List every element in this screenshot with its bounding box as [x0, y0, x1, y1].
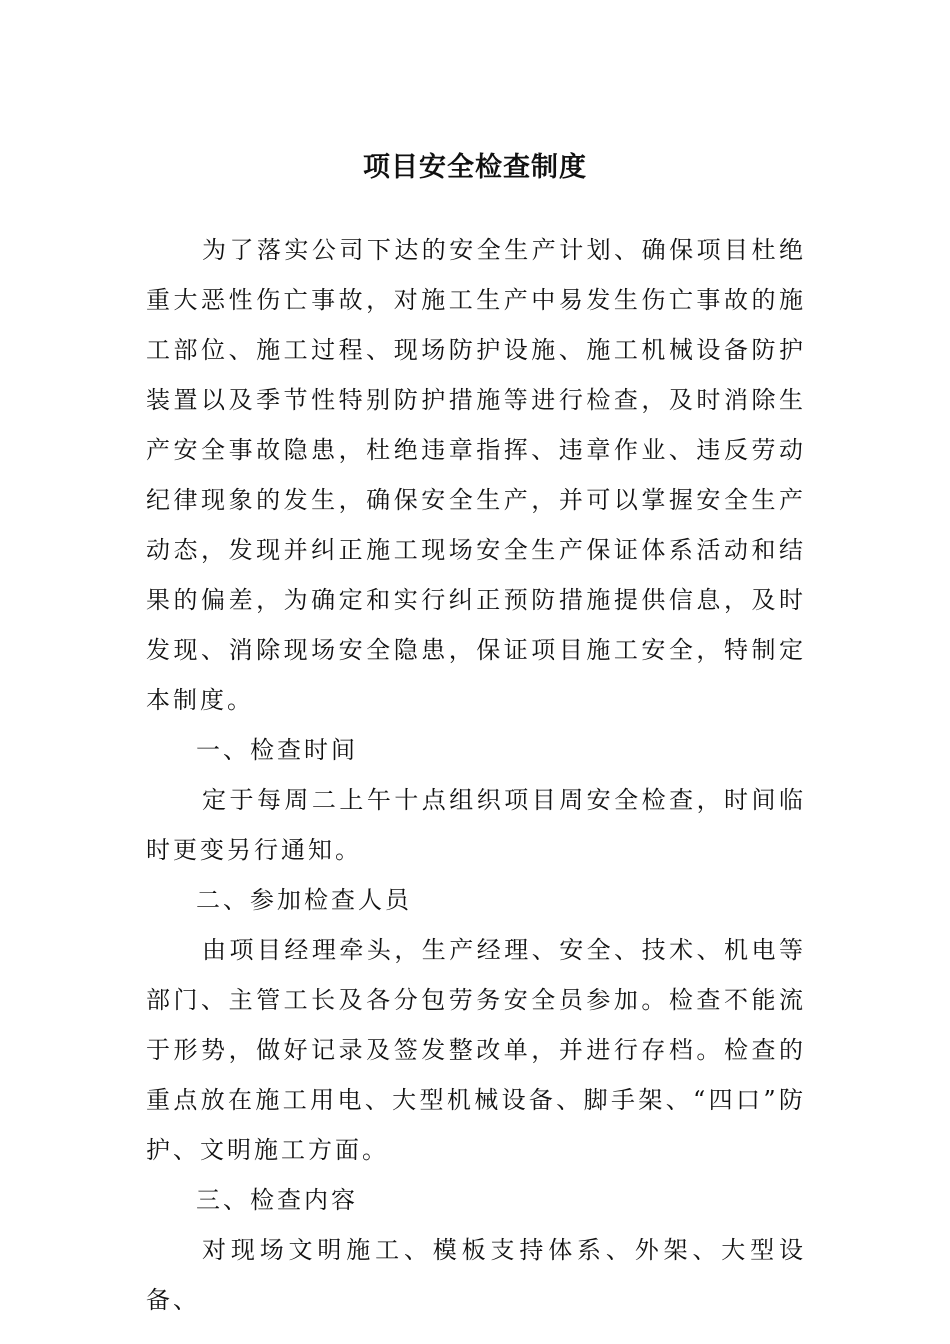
paragraph-content: 对现场文明施工、模板支持体系、外架、大型设备、 [146, 1236, 806, 1314]
document-body [146, 225, 806, 1325]
section-heading-participants: 二、参加检查人员 [196, 886, 412, 914]
section-heading-content: 三、检查内容 [196, 1186, 358, 1214]
paragraph-participants: 由项目经理牵头，生产经理、安全、技术、机电等部门、主管工长及各分包劳务安全员参加。检查不能流于形势，做好记录及签发整改单，并进行存档。检查的重点放在施工用电、大型机械设备、脚手架、“四口”防护、文明施工方面。 [146, 936, 806, 1164]
paragraph-intro: 为了落实公司下达的安全生产计划、确保项目杜绝重大恶性伤亡事故，对施工生产中易发生伤亡事故的施工部位、施工过程、现场防护设施、施工机械设备防护装置以及季节性特别防护措施等进行检查，及时消除生产安全事故隐患，杜绝违章指挥、违章作业、违反劳动纪律现象的发生，确保安全生产，并可以掌握安全生产动态，发现并纠正施工现场安全生产保证体系活动和结果的偏差，为确定和实行纠正预防措施提供信息，及时发现、消除现场安全隐患，保证项目施工安全，特制定本制度。 [146, 236, 806, 714]
paragraph-time: 定于每周二上午十点组织项目周安全检查，时间临时更变另行通知。 [146, 786, 806, 864]
section-heading-time: 一、检查时间 [196, 736, 358, 764]
document-title: 项目安全检查制度 [363, 152, 587, 183]
